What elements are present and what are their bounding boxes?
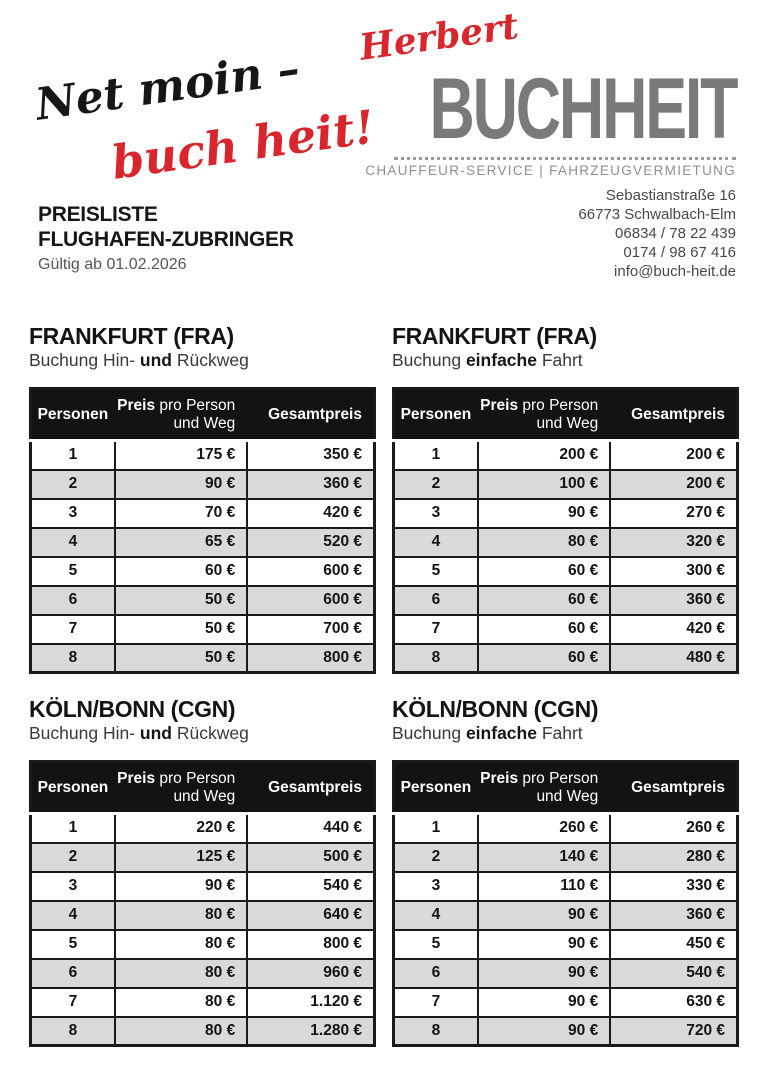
contact-block [578,186,736,281]
section-subtitle: Buchung Hin- und Rückweg [29,350,249,370]
persons-cell: 6 [394,959,478,988]
total-price-cell: 1.120 € [247,988,374,1017]
table-row [394,586,738,615]
total-price-cell: 640 € [247,901,374,930]
price-per-person-cell: 90 € [478,959,610,988]
section-subtitle: Buchung Hin- und Rückweg [29,723,249,743]
total-price-cell: 540 € [247,872,374,901]
price-section-cgn-oneway [392,696,739,1047]
table-row [31,528,375,557]
table-row [31,499,375,528]
total-price-cell: 300 € [610,557,737,586]
price-per-person-cell: 80 € [115,930,247,959]
price-table [392,387,739,674]
persons-cell: 6 [394,586,478,615]
persons-cell: 7 [31,988,115,1017]
total-price-cell: 800 € [247,930,374,959]
contact-city: 66773 Schwalbach-Elm [578,206,736,223]
tagline-line-1: Net moin – [32,43,303,131]
persons-cell: 4 [31,528,115,557]
table-row [394,557,738,586]
pricelist-title-line-1: PREISLISTE [38,203,158,226]
total-price-cell: 630 € [610,988,737,1017]
total-price-cell: 800 € [247,644,374,673]
table-row [31,959,375,988]
total-price-cell: 270 € [610,499,737,528]
logo-subtitle: CHAUFFEUR-SERVICE | FAHRZEUGVERMIETUNG [365,163,736,178]
table-row [31,814,375,843]
table-row [31,586,375,615]
section-subtitle: Buchung einfache Fahrt [392,350,583,370]
persons-cell: 4 [394,901,478,930]
persons-column-header: Personen [394,762,478,814]
price-per-person-cell: 60 € [478,557,610,586]
table-header-row [394,389,738,441]
table-header-row [31,762,375,814]
table-row [31,988,375,1017]
table-row [31,644,375,673]
price-per-person-cell: 60 € [478,586,610,615]
price-column-header: Preis pro Person und Weg [115,389,247,441]
table-row [394,901,738,930]
price-per-person-cell: 80 € [115,1017,247,1046]
persons-cell: 4 [31,901,115,930]
total-price-cell: 360 € [610,586,737,615]
persons-cell: 6 [31,586,115,615]
persons-cell: 8 [31,1017,115,1046]
price-column-header: Preis pro Person und Weg [478,389,610,441]
total-price-cell: 500 € [247,843,374,872]
table-row [31,1017,375,1046]
price-per-person-cell: 60 € [115,557,247,586]
price-per-person-cell: 50 € [115,615,247,644]
table-row [394,1017,738,1046]
price-per-person-cell: 50 € [115,644,247,673]
persons-cell: 5 [31,557,115,586]
persons-cell: 5 [394,557,478,586]
persons-cell: 8 [31,644,115,673]
price-per-person-cell: 50 € [115,586,247,615]
section-subtitle: Buchung einfache Fahrt [392,723,583,743]
price-per-person-cell: 90 € [115,470,247,499]
table-header-row [394,762,738,814]
table-row [31,557,375,586]
persons-column-header: Personen [31,389,115,441]
total-price-cell: 360 € [247,470,374,499]
persons-cell: 2 [31,470,115,499]
table-row [394,814,738,843]
persons-cell: 5 [31,930,115,959]
price-per-person-cell: 80 € [115,988,247,1017]
table-row [394,528,738,557]
price-per-person-cell: 125 € [115,843,247,872]
price-per-person-cell: 90 € [478,901,610,930]
total-price-cell: 320 € [610,528,737,557]
total-price-cell: 480 € [610,644,737,673]
price-table [392,760,739,1047]
total-price-cell: 520 € [247,528,374,557]
total-price-cell: 420 € [610,615,737,644]
valid-from-text: Gültig ab 01.02.2026 [38,256,187,273]
persons-cell: 3 [394,499,478,528]
table-row [394,872,738,901]
total-price-cell: 450 € [610,930,737,959]
total-price-cell: 420 € [247,499,374,528]
table-row [394,499,738,528]
persons-cell: 5 [394,930,478,959]
table-row [394,441,738,470]
price-per-person-cell: 90 € [478,1017,610,1046]
price-section-fra-roundtrip [29,323,376,674]
price-per-person-cell: 140 € [478,843,610,872]
total-column-header: Gesamtpreis [610,389,737,441]
table-row [31,843,375,872]
table-row [31,872,375,901]
logo-wordmark: BUCHHEIT [429,61,736,157]
total-column-header: Gesamtpreis [610,762,737,814]
persons-cell: 3 [31,499,115,528]
persons-cell: 8 [394,644,478,673]
total-price-cell: 600 € [247,557,374,586]
contact-phone-mobile: 0174 / 98 67 416 [623,244,736,261]
total-price-cell: 700 € [247,615,374,644]
price-per-person-cell: 60 € [478,644,610,673]
price-per-person-cell: 200 € [478,441,610,470]
pricelist-title-line-2: FLUGHAFEN-ZUBRINGER [38,227,294,251]
total-price-cell: 720 € [610,1017,737,1046]
section-title: FRANKFURT (FRA) [29,323,234,349]
table-row [394,615,738,644]
section-title: KÖLN/BONN (CGN) [29,696,236,722]
table-row [31,615,375,644]
total-price-cell: 440 € [247,814,374,843]
total-price-cell: 200 € [610,470,737,499]
pricelist-title-block [38,203,294,274]
total-price-cell: 600 € [247,586,374,615]
total-price-cell: 1.280 € [247,1017,374,1046]
dotted-divider [394,157,736,160]
price-per-person-cell: 80 € [115,959,247,988]
total-price-cell: 350 € [247,441,374,470]
total-price-cell: 540 € [610,959,737,988]
persons-cell: 7 [394,988,478,1017]
price-per-person-cell: 80 € [478,528,610,557]
persons-cell: 3 [31,872,115,901]
total-price-cell: 960 € [247,959,374,988]
section-title: KÖLN/BONN (CGN) [392,696,599,722]
price-per-person-cell: 90 € [478,930,610,959]
price-per-person-cell: 90 € [478,499,610,528]
persons-cell: 6 [31,959,115,988]
price-section-cgn-roundtrip [29,696,376,1047]
price-per-person-cell: 110 € [478,872,610,901]
tagline-line-2: buch heit! [108,99,378,190]
price-column-header: Preis pro Person und Weg [478,762,610,814]
table-row [31,470,375,499]
persons-cell: 2 [394,843,478,872]
price-table [29,760,376,1047]
price-per-person-cell: 220 € [115,814,247,843]
price-per-person-cell: 80 € [115,901,247,930]
persons-cell: 1 [394,441,478,470]
price-per-person-cell: 60 € [478,615,610,644]
persons-column-header: Personen [394,389,478,441]
persons-cell: 4 [394,528,478,557]
price-table [29,387,376,674]
persons-cell: 2 [31,843,115,872]
table-row [31,930,375,959]
persons-cell: 1 [31,441,115,470]
total-price-cell: 280 € [610,843,737,872]
persons-cell: 7 [394,615,478,644]
table-row [394,843,738,872]
contact-street: Sebastianstraße 16 [605,187,736,204]
table-row [31,901,375,930]
table-header-row [31,389,375,441]
persons-cell: 1 [31,814,115,843]
table-row [394,959,738,988]
table-row [394,470,738,499]
contact-email: info@buch-heit.de [614,263,736,280]
price-per-person-cell: 100 € [478,470,610,499]
persons-cell: 7 [31,615,115,644]
persons-column-header: Personen [31,762,115,814]
price-per-person-cell: 90 € [115,872,247,901]
logo-first-name: Herbert [357,4,521,69]
section-title: FRANKFURT (FRA) [392,323,597,349]
price-per-person-cell: 65 € [115,528,247,557]
price-per-person-cell: 90 € [478,988,610,1017]
total-column-header: Gesamtpreis [247,389,374,441]
price-per-person-cell: 260 € [478,814,610,843]
persons-cell: 1 [394,814,478,843]
persons-cell: 3 [394,872,478,901]
table-row [394,930,738,959]
price-per-person-cell: 70 € [115,499,247,528]
price-per-person-cell: 175 € [115,441,247,470]
table-row [394,988,738,1017]
table-row [31,441,375,470]
price-section-fra-oneway [392,323,739,674]
total-price-cell: 330 € [610,872,737,901]
total-price-cell: 200 € [610,441,737,470]
total-column-header: Gesamtpreis [247,762,374,814]
price-column-header: Preis pro Person und Weg [115,762,247,814]
persons-cell: 2 [394,470,478,499]
persons-cell: 8 [394,1017,478,1046]
total-price-cell: 260 € [610,814,737,843]
table-row [394,644,738,673]
contact-phone-landline: 06834 / 78 22 439 [615,225,736,242]
total-price-cell: 360 € [610,901,737,930]
